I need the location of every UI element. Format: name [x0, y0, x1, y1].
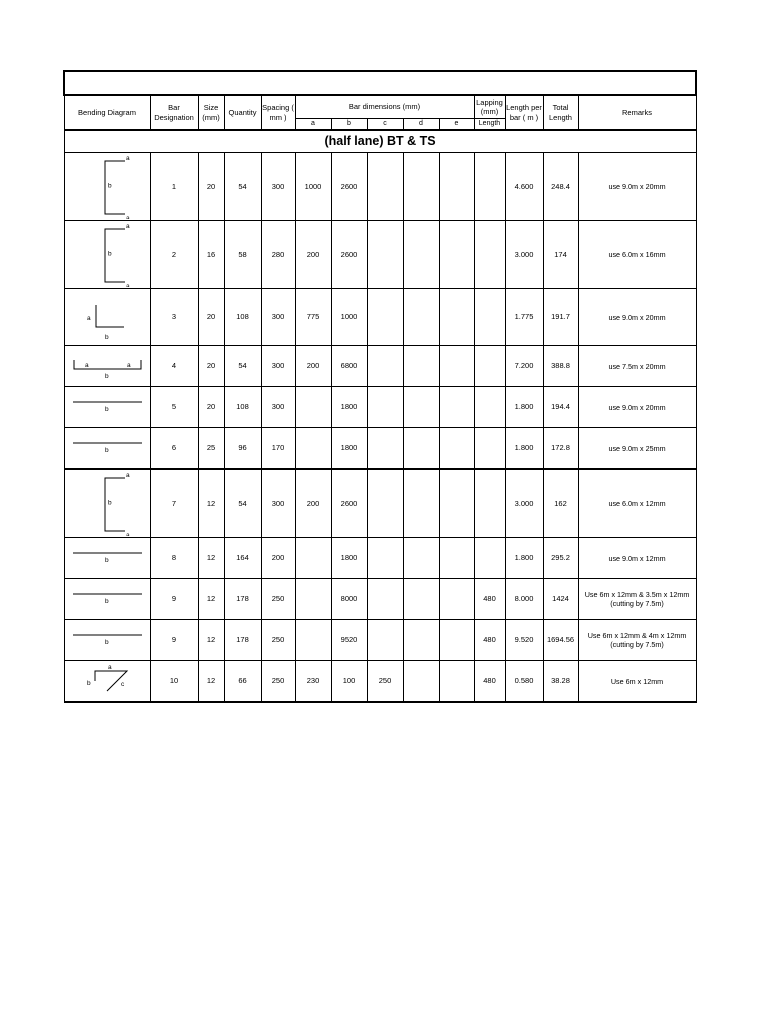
- size-cell: 12: [198, 661, 224, 703]
- title-row: [64, 71, 696, 95]
- dim-b-cell: 2600: [331, 153, 367, 221]
- dim-b-cell: 1800: [331, 538, 367, 579]
- dim-a-cell: 200: [295, 469, 331, 538]
- dim-c-cell: [367, 579, 403, 620]
- dim-b-cell: 1800: [331, 387, 367, 428]
- bar-designation-cell: 1: [150, 153, 198, 221]
- label-c: c: [121, 681, 125, 688]
- dim-e-cell: [439, 153, 474, 221]
- crank-bar-shape: [67, 662, 147, 700]
- table-row: [64, 661, 696, 703]
- section-title: (half lane) BT & TS: [64, 130, 696, 153]
- dim-e-cell: [439, 221, 474, 289]
- section-row: [64, 130, 696, 153]
- dim-e-cell: [439, 428, 474, 470]
- dim-e-cell: [439, 469, 474, 538]
- lapping-cell: [474, 428, 505, 470]
- label-a-bottom: a: [126, 215, 130, 219]
- label-a-bottom: a: [126, 283, 130, 287]
- dim-c-cell: [367, 469, 403, 538]
- quantity-cell: 164: [224, 538, 261, 579]
- bracket-bar-shape: [67, 154, 147, 219]
- length-per-bar-cell: 1.800: [505, 538, 543, 579]
- quantity-cell: 108: [224, 289, 261, 346]
- total-length-cell: 191.7: [543, 289, 578, 346]
- label-b: b: [105, 557, 109, 564]
- size-cell: 12: [198, 620, 224, 661]
- bar-designation-cell: 2: [150, 221, 198, 289]
- quantity-cell: 96: [224, 428, 261, 470]
- label-a-right: a: [127, 362, 131, 369]
- label-b: b: [105, 373, 109, 380]
- quantity-cell: 58: [224, 221, 261, 289]
- bracket-bar-shape: [67, 471, 147, 536]
- bar-bending-schedule-table: [63, 70, 697, 703]
- total-length-cell: 295.2: [543, 538, 578, 579]
- length-per-bar-cell: 9.520: [505, 620, 543, 661]
- dim-d-cell: [403, 579, 439, 620]
- bending-diagram-cell: [64, 620, 150, 661]
- quantity-cell: 108: [224, 387, 261, 428]
- table-row: [64, 221, 696, 289]
- lapping-cell: [474, 469, 505, 538]
- lapping-cell: [474, 387, 505, 428]
- header-length-per-bar: Length per bar ( m ): [505, 95, 543, 130]
- label-b: b: [108, 499, 112, 507]
- straight-bar-shape: [67, 580, 147, 618]
- length-per-bar-cell: 1.800: [505, 387, 543, 428]
- straight-bar-shape: [67, 388, 147, 426]
- size-cell: 12: [198, 579, 224, 620]
- header-lapping-length: Length: [474, 119, 505, 131]
- total-length-cell: 388.8: [543, 346, 578, 387]
- header-quantity: Quantity: [224, 95, 261, 130]
- header-spacing: Spacing ( mm ): [261, 95, 295, 130]
- dim-b-cell: 9520: [331, 620, 367, 661]
- bending-diagram-cell: [64, 538, 150, 579]
- total-length-cell: 248.4: [543, 153, 578, 221]
- dim-e-cell: [439, 661, 474, 703]
- label-a-top: a: [126, 155, 130, 162]
- size-cell: 20: [198, 387, 224, 428]
- length-per-bar-cell: 3.000: [505, 469, 543, 538]
- quantity-cell: 178: [224, 620, 261, 661]
- u-bar-shape: [67, 347, 147, 385]
- label-a: a: [108, 664, 112, 671]
- spacing-cell: 200: [261, 538, 295, 579]
- header-bar-designation: Bar Designation: [150, 95, 198, 130]
- lapping-cell: 480: [474, 661, 505, 703]
- header-dim-c: c: [367, 119, 403, 131]
- label-b: b: [108, 250, 112, 258]
- total-length-cell: 1424: [543, 579, 578, 620]
- dim-c-cell: [367, 387, 403, 428]
- remarks-cell: use 9.0m x 20mm: [578, 289, 696, 346]
- dim-a-cell: 1000: [295, 153, 331, 221]
- total-length-cell: 1694.56: [543, 620, 578, 661]
- total-length-cell: 162: [543, 469, 578, 538]
- label-b: b: [105, 406, 109, 413]
- table-row: [64, 289, 696, 346]
- lapping-cell: [474, 538, 505, 579]
- header-dim-a: a: [295, 119, 331, 131]
- dim-c-cell: [367, 428, 403, 470]
- spacing-cell: 300: [261, 469, 295, 538]
- dim-c-cell: 250: [367, 661, 403, 703]
- size-cell: 20: [198, 289, 224, 346]
- size-cell: 12: [198, 469, 224, 538]
- dim-d-cell: [403, 221, 439, 289]
- dim-a-cell: 230: [295, 661, 331, 703]
- length-per-bar-cell: 1.775: [505, 289, 543, 346]
- dim-a-cell: 775: [295, 289, 331, 346]
- spacing-cell: 300: [261, 387, 295, 428]
- table-row: [64, 579, 696, 620]
- dim-c-cell: [367, 346, 403, 387]
- header-bending-diagram: Bending Diagram: [64, 95, 150, 130]
- remarks-cell: use 6.0m x 16mm: [578, 221, 696, 289]
- label-b: b: [87, 680, 91, 687]
- header-row: [64, 95, 696, 119]
- spacing-cell: 280: [261, 221, 295, 289]
- dim-d-cell: [403, 620, 439, 661]
- dim-d-cell: [403, 538, 439, 579]
- bar-designation-cell: 7: [150, 469, 198, 538]
- dim-b-cell: 2600: [331, 469, 367, 538]
- dim-a-cell: 200: [295, 221, 331, 289]
- header-total-length: Total Length: [543, 95, 578, 130]
- label-b: b: [105, 598, 109, 605]
- straight-bar-shape: [67, 621, 147, 659]
- bending-diagram-cell: [64, 221, 150, 289]
- table-row: [64, 538, 696, 579]
- quantity-cell: 178: [224, 579, 261, 620]
- length-per-bar-cell: 3.000: [505, 221, 543, 289]
- bar-designation-cell: 10: [150, 661, 198, 703]
- length-per-bar-cell: 7.200: [505, 346, 543, 387]
- spacing-cell: 300: [261, 153, 295, 221]
- dim-c-cell: [367, 221, 403, 289]
- dim-b-cell: 100: [331, 661, 367, 703]
- header-bar-dimensions: Bar dimensions (mm): [295, 95, 474, 119]
- empty-title-cell: [64, 71, 696, 95]
- size-cell: 20: [198, 346, 224, 387]
- bracket-bar-shape: [67, 222, 147, 287]
- remarks-cell: use 9.0m x 12mm: [578, 538, 696, 579]
- total-length-cell: 174: [543, 221, 578, 289]
- bending-diagram-cell: [64, 387, 150, 428]
- dim-c-cell: [367, 538, 403, 579]
- bar-designation-cell: 9: [150, 620, 198, 661]
- label-b: b: [108, 182, 112, 190]
- bar-designation-cell: 9: [150, 579, 198, 620]
- dim-a-cell: [295, 387, 331, 428]
- dim-b-cell: 1000: [331, 289, 367, 346]
- bending-diagram-cell: [64, 661, 150, 703]
- label-a-bottom: a: [126, 532, 130, 536]
- straight-bar-shape: [67, 429, 147, 467]
- label-b: b: [105, 334, 109, 341]
- length-per-bar-cell: 8.000: [505, 579, 543, 620]
- bending-diagram-cell: [64, 153, 150, 221]
- total-length-cell: 172.8: [543, 428, 578, 470]
- remarks-cell: use 9.0m x 20mm: [578, 387, 696, 428]
- lapping-cell: [474, 153, 505, 221]
- dim-d-cell: [403, 428, 439, 470]
- header-lapping: Lapping (mm): [474, 95, 505, 119]
- bending-diagram-cell: [64, 346, 150, 387]
- table-row: [64, 469, 696, 538]
- remarks-cell: Use 6m x 12mm & 3.5m x 12mm (cutting by 7.5m): [578, 579, 696, 620]
- remarks-cell: Use 6m x 12mm: [578, 661, 696, 703]
- table-row: [64, 428, 696, 470]
- bar-designation-cell: 3: [150, 289, 198, 346]
- size-cell: 25: [198, 428, 224, 470]
- header-size: Size (mm): [198, 95, 224, 130]
- dim-b-cell: 8000: [331, 579, 367, 620]
- label-a-left: a: [85, 362, 89, 369]
- lapping-cell: 480: [474, 620, 505, 661]
- bar-designation-cell: 8: [150, 538, 198, 579]
- spacing-cell: 300: [261, 289, 295, 346]
- header-dim-d: d: [403, 119, 439, 131]
- remarks-cell: use 6.0m x 12mm: [578, 469, 696, 538]
- dim-c-cell: [367, 620, 403, 661]
- bar-designation-cell: 4: [150, 346, 198, 387]
- quantity-cell: 54: [224, 469, 261, 538]
- length-per-bar-cell: 1.800: [505, 428, 543, 470]
- length-per-bar-cell: 4.600: [505, 153, 543, 221]
- remarks-cell: use 7.5m x 20mm: [578, 346, 696, 387]
- label-b: b: [105, 639, 109, 646]
- dim-a-cell: [295, 579, 331, 620]
- quantity-cell: 66: [224, 661, 261, 703]
- dim-e-cell: [439, 346, 474, 387]
- size-cell: 16: [198, 221, 224, 289]
- lapping-cell: [474, 289, 505, 346]
- remarks-cell: Use 6m x 12mm & 4m x 12mm (cutting by 7.5m): [578, 620, 696, 661]
- label-a-top: a: [126, 472, 130, 479]
- spacing-cell: 300: [261, 346, 295, 387]
- remarks-cell: use 9.0m x 20mm: [578, 153, 696, 221]
- label-a-top: a: [126, 223, 130, 230]
- total-length-cell: 38.28: [543, 661, 578, 703]
- dim-a-cell: [295, 620, 331, 661]
- dim-e-cell: [439, 289, 474, 346]
- dim-e-cell: [439, 579, 474, 620]
- dim-c-cell: [367, 289, 403, 346]
- spacing-cell: 250: [261, 579, 295, 620]
- dim-c-cell: [367, 153, 403, 221]
- straight-bar-shape: [67, 539, 147, 577]
- length-per-bar-cell: 0.580: [505, 661, 543, 703]
- table-row: [64, 387, 696, 428]
- label-b: b: [105, 447, 109, 454]
- bar-designation-cell: 5: [150, 387, 198, 428]
- header-dim-b: b: [331, 119, 367, 131]
- bending-diagram-cell: [64, 428, 150, 470]
- lapping-cell: 480: [474, 579, 505, 620]
- dim-a-cell: [295, 538, 331, 579]
- dim-d-cell: [403, 469, 439, 538]
- dim-d-cell: [403, 153, 439, 221]
- header-dim-e: e: [439, 119, 474, 131]
- bending-diagram-cell: [64, 469, 150, 538]
- quantity-cell: 54: [224, 346, 261, 387]
- table-row: [64, 153, 696, 221]
- header-remarks: Remarks: [578, 95, 696, 130]
- spacing-cell: 250: [261, 661, 295, 703]
- total-length-cell: 194.4: [543, 387, 578, 428]
- l-bar-shape: [67, 290, 147, 344]
- spacing-cell: 170: [261, 428, 295, 470]
- spacing-cell: 250: [261, 620, 295, 661]
- dim-e-cell: [439, 620, 474, 661]
- table-row: [64, 346, 696, 387]
- dim-d-cell: [403, 661, 439, 703]
- lapping-cell: [474, 221, 505, 289]
- dim-b-cell: 6800: [331, 346, 367, 387]
- dim-b-cell: 2600: [331, 221, 367, 289]
- size-cell: 20: [198, 153, 224, 221]
- dim-e-cell: [439, 387, 474, 428]
- dim-d-cell: [403, 387, 439, 428]
- dim-a-cell: [295, 428, 331, 470]
- quantity-cell: 54: [224, 153, 261, 221]
- remarks-cell: use 9.0m x 25mm: [578, 428, 696, 470]
- dim-d-cell: [403, 346, 439, 387]
- dim-e-cell: [439, 538, 474, 579]
- size-cell: 12: [198, 538, 224, 579]
- label-a: a: [87, 315, 91, 322]
- lapping-cell: [474, 346, 505, 387]
- bending-diagram-cell: [64, 579, 150, 620]
- dim-a-cell: 200: [295, 346, 331, 387]
- bar-designation-cell: 6: [150, 428, 198, 470]
- bending-diagram-cell: [64, 289, 150, 346]
- dim-b-cell: 1800: [331, 428, 367, 470]
- table-row: [64, 620, 696, 661]
- dim-d-cell: [403, 289, 439, 346]
